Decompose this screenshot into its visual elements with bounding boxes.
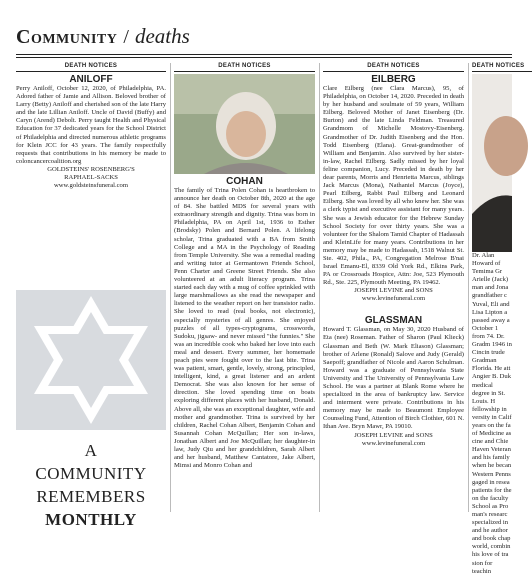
funeral-home-website: www.levinefuneral.com [361, 439, 426, 447]
portrait-image [174, 74, 315, 174]
promo-line-1: A [84, 441, 98, 460]
obituary-body-cohan: The family of Trina Polen Cohan is heartbroken to announce her death on October 8th, 2020 at the age of 84. She battled MDS for several years with extraordinary strength and dignity. Trina was born in Philadelphia, PA on April 1st, 1936 to Esther (Brodsky) Polen and Bernard Polen. A lifelong scholar, Trina graduated with a BA from Smith College and a MA in the Psychology of Reading from Temple University. She was a remedial reading and writing tutor at Germantown Friends School, Penn Charter and Greene Street Friends. She also volunteered at an adult literacy program. Trina started each day with a mug of coffee sprinkled with large marshmallows as she read the newspaper and listened to the weather report on her transistor radio. She loved to read (real books, not electronic), especially mysteries of all genres. She enjoyed puzzles of all types-cryptograms, crosswords, Sudoku, jigsaw- and never missed "the funnies." She was an incredible cook who baked her love into each meal and dessert. Every summer, her homemade peach pies were fought over to the last bite. Trina was patient, smart, gentle, lovely, strong, principled, intelligent, kind, a great listener and an ardent Democrat. She was also known for her sense of direction. She loved spending time on boats exploring different places with her husband, Donald. Above all, she was an exceptional daughter, wife and mother and grandmother. Trina is survived by her children, Rachel Cohan Albert, Benjamin Cohan and Susannah Cohan McQuillan; Her son in-laws, Jonathan Albert and Joe McQuillan; her daughter-in law, Judy Qiu and her grandchildren, Sarah Albert and her husband, Matthew Cantatore, Jake Albert, Mimsi and Monro Cohan and [174, 187, 315, 470]
column-divider [319, 63, 320, 512]
column-divider [170, 63, 171, 512]
obituary-body-glassman: Howard T. Glassman, on May 30, 2020 Husband of Eta (nee) Roseman. Father of Sharon (Paul Klieck) Glassman and Beth (W. Mark Eliason) Glassman; brother of Arlene (Ronald) Salove and Judy (Gerald) Saepoff; grandfather of Nicole and Aaron Schulman. Howard was a graduate of Pennsylvania State University and The University of Pennsylvania Law School. He was a partner at Blank Rome where he specialized in the area of bankruptcy law. Service and interment were private. Contributions in his memory may be made to Beaumont Employee Counseling Fund, Attention of Birch Clothier, 601 N. Ithan Ave. Bryn Mawr, PA 19010. [323, 326, 464, 431]
death-notices-header: DEATH NOTICES [16, 63, 166, 72]
obituary-body-aniloff: Perry Aniloff, October 12, 2020, of Philadelphia, PA. Adored father of Jamie and Allison. Beloved brother of Larry (Betty) Aniloff and cherished son of the late Harry and the late Lillian Aniloff. Uncle of David (Buffy) and Caryn (Arend) Debolt. Perry taught Health and Physical Education for 37 dedicated years for the School District of Philadelphia and directed numerous athletic programs for Klein JCC for 43 years. The family respectfully requests that contributions in his memory be made to coloncancercoalition.org [16, 85, 166, 165]
masthead-rule-thin [16, 57, 512, 58]
obituary-photo-gradman [472, 74, 512, 252]
column-divider [468, 63, 469, 512]
death-notices-header: DEATH NOTICES [174, 63, 315, 72]
promo-line-4: MONTHLY [45, 510, 137, 529]
obituary-body-gradman: Dr. Alan Howard of Temima Gr Arielle (Jack) man and Jona grandfather c Yuval, Eli and Lisa Lipton a passed away a October 1 from 74. Dr. Gradm 1946 in Cincin trude Gradman Florida. He att Angier B. Duk medical degree in St. Louis. H fellowship in versity in Calif years on the fa of Medicine as cine and Chie Haven Veteran and his family when he becan Western Penns gaged in resea patients for the on the faculty School as Pro man's researc specialized in and he author and book chap world, combin his love of tra sion for teachin [472, 252, 512, 575]
funeral-home-website: www.levinefuneral.com [361, 295, 426, 303]
star-of-david-icon [16, 290, 166, 430]
section-masthead [16, 24, 190, 50]
obituary-name-aniloff: ANILOFF [69, 74, 113, 85]
death-notices-header: DEATH NOTICES [472, 63, 532, 72]
column-2 [174, 63, 315, 512]
obituary-photo-cohan [174, 74, 315, 174]
promo-line-3: REMEMBERS [36, 487, 146, 506]
obituary-name-cohan: COHAN [226, 176, 263, 187]
obituary-name-glassman: GLASSMAN [364, 315, 423, 327]
promo-line-2: COMMUNITY [35, 464, 147, 483]
funeral-home-credit: GOLDSTEINS' ROSENBERG'S [47, 165, 135, 173]
community-remembers-promo [16, 290, 166, 529]
section-title: Community [16, 26, 118, 48]
funeral-home-credit: JOSEPH LEVINE and SONS [354, 287, 433, 295]
column-4 [472, 63, 525, 575]
section-subtitle: deaths [134, 24, 190, 48]
death-notices-header: DEATH NOTICES [323, 63, 464, 72]
masthead-rule [16, 54, 512, 55]
obituary-name-eilberg: EILBERG [371, 74, 416, 85]
masthead-slash: / [123, 26, 129, 48]
portrait-image [472, 74, 512, 252]
column-3 [323, 63, 464, 512]
funeral-home-website: www.goldsteinsfuneral.com [54, 181, 128, 189]
funeral-home-credit: RAPHAEL-SACKS [64, 173, 118, 181]
funeral-home-credit: JOSEPH LEVINE and SONS [354, 431, 433, 439]
obituary-body-eilberg: Clare Eilberg (nee Clara Marcus), 95, of Philadelphia, on October 14, 2020. Preceded in death by her husband and soulmate of 59 years, William Eilberg. Beloved Mother of Janet Eisenberg (Dr. Burton) and the late Linda Feldman. Treasured Grandmom of Michelle Mostovy-Eisenberg. Grandmother of Dr. Judith Eisenberg and the Hon. Todd Eisenberg (Elana). Great-grandmother of William and Benjamin. Also survived by her sister-in-law, Rachel Eilberg. Sadly missed by her loyal feline companion, Lucy. Preceded in death by her dear parents, Morris and Henrietta Marcus, siblings Jack Marcus (Mona), Nathaniel Marcus (Joyce), Pearl Eilberg, Rabbi Paul Eilberg and Leonard Eilberg. She was loved by all who knew her. She was a clerk typist and executive assistant for many years. She was a Jewish educator for the Hebrew Sunday School Society for over thirty years. She was a volunteer for the Shalom Tamid Chapter of Hadassah and KleinLife for many years. Contributions in her memory may be made to Hadassah, 1518 Walnut St. Ste. 402, Phila., PA, Congregation Melrose B'nai Israel Emanu-El, 8339 Old York Rd., Elkins Park, PA or Crossroads Hospice, Attn: Joe, 523 Plymouth Rd., Ste. 225, Plymouth Meeting, PA 19462. [323, 85, 464, 287]
